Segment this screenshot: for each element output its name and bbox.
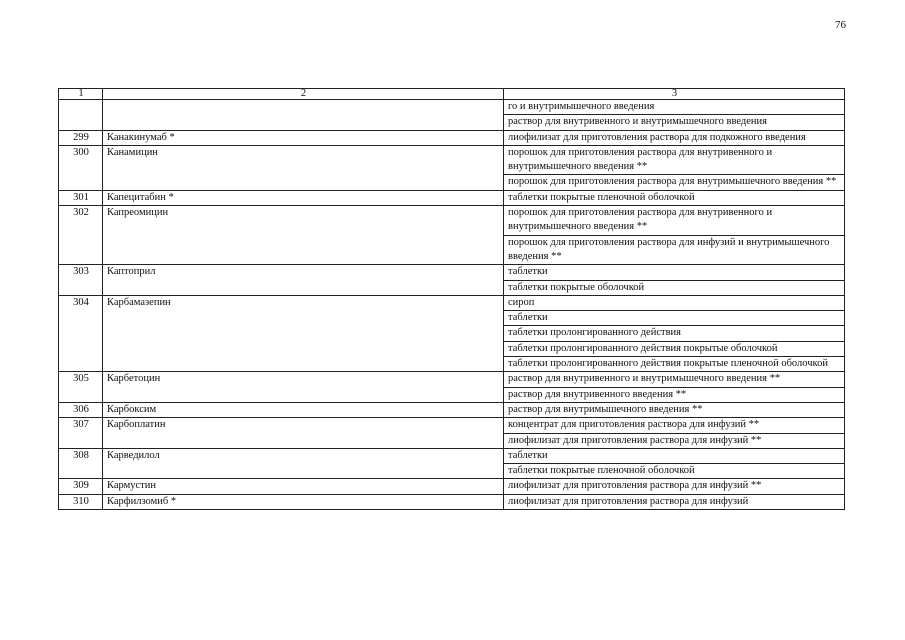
- drug-name: Каптоприл: [103, 265, 504, 296]
- drug-name: Карфилзомиб *: [103, 494, 504, 509]
- table-row: [59, 145, 845, 175]
- dosage-form: лиофилизат для приготовления раствора для подкожного введения: [504, 130, 845, 145]
- dosage-form: таблетки: [504, 448, 845, 463]
- dosage-form: раствор для внутримышечного введения **: [504, 402, 845, 417]
- table-row: [59, 494, 845, 509]
- drug-name: Капреомицин: [103, 206, 504, 265]
- drug-name: Карбетоцин: [103, 372, 504, 403]
- dosage-form: раствор для внутривенного и внутримышечного введения: [504, 115, 845, 130]
- drug-name: Карбоксим: [103, 402, 504, 417]
- table-row: [59, 418, 845, 433]
- table-row: [59, 402, 845, 417]
- dosage-form: концентрат для приготовления раствора для инфузий **: [504, 418, 845, 433]
- table-row: [59, 206, 845, 236]
- table-row: [59, 265, 845, 280]
- dosage-form: сироп: [504, 295, 845, 310]
- drug-name: Канамицин: [103, 145, 504, 190]
- dosage-form: го и внутримышечного введения: [504, 100, 845, 115]
- drug-number: 304: [59, 295, 103, 371]
- drug-number: 303: [59, 265, 103, 296]
- dosage-form: раствор для внутривенного введения **: [504, 387, 845, 402]
- dosage-form: таблетки покрытые пленочной оболочкой: [504, 190, 845, 205]
- table-row: [59, 130, 845, 145]
- table-row: [59, 100, 845, 115]
- drug-name: Капецитабин *: [103, 190, 504, 205]
- dosage-form: порошок для приготовления раствора для внутривенного и внутримышечного введения **: [504, 206, 845, 236]
- drug-name: Карбамазепин: [103, 295, 504, 371]
- dosage-form: лиофилизат для приготовления раствора для инфузий **: [504, 433, 845, 448]
- drug-number: 310: [59, 494, 103, 509]
- dosage-form: таблетки покрытые оболочкой: [504, 280, 845, 295]
- dosage-form: таблетки: [504, 265, 845, 280]
- table-row: [59, 372, 845, 387]
- table-row: [59, 190, 845, 205]
- drug-number: 299: [59, 130, 103, 145]
- header-col-3: 3: [504, 89, 845, 100]
- drug-number: 301: [59, 190, 103, 205]
- dosage-form: порошок для приготовления раствора для внутривенного и внутримышечного введения **: [504, 145, 845, 175]
- drug-name: Канакинумаб *: [103, 130, 504, 145]
- drug-number: 307: [59, 418, 103, 449]
- table-row: [59, 479, 845, 494]
- table-row: [59, 295, 845, 310]
- drug-number: 305: [59, 372, 103, 403]
- dosage-form: таблетки: [504, 311, 845, 326]
- page-number: 76: [835, 19, 846, 31]
- dosage-form: таблетки пролонгированного действия: [504, 326, 845, 341]
- medications-table: [58, 88, 845, 510]
- dosage-form: порошок для приготовления раствора для инфузий и внутримышечного введения **: [504, 235, 845, 265]
- drug-name: Карведилол: [103, 448, 504, 479]
- dosage-form: порошок для приготовления раствора для внутримышечного введения **: [504, 175, 845, 190]
- drug-name: Карбоплатин: [103, 418, 504, 449]
- drug-number: 302: [59, 206, 103, 265]
- header-row: [59, 89, 845, 100]
- drug-number: [59, 100, 103, 131]
- dosage-form: лиофилизат для приготовления раствора для инфузий **: [504, 479, 845, 494]
- header-col-1: 1: [59, 89, 103, 100]
- drug-number: 308: [59, 448, 103, 479]
- dosage-form: таблетки пролонгированного действия покрытые оболочкой: [504, 341, 845, 356]
- drug-number: 306: [59, 402, 103, 417]
- drug-number: 309: [59, 479, 103, 494]
- dosage-form: раствор для внутривенного и внутримышечного введения **: [504, 372, 845, 387]
- dosage-form: таблетки покрытые пленочной оболочкой: [504, 464, 845, 479]
- drug-name: [103, 100, 504, 131]
- table-row: [59, 448, 845, 463]
- dosage-form: таблетки пролонгированного действия покрытые пленочной оболочкой: [504, 357, 845, 372]
- drug-number: 300: [59, 145, 103, 190]
- drug-name: Кармустин: [103, 479, 504, 494]
- dosage-form: лиофилизат для приготовления раствора для инфузий: [504, 494, 845, 509]
- header-col-2: 2: [103, 89, 504, 100]
